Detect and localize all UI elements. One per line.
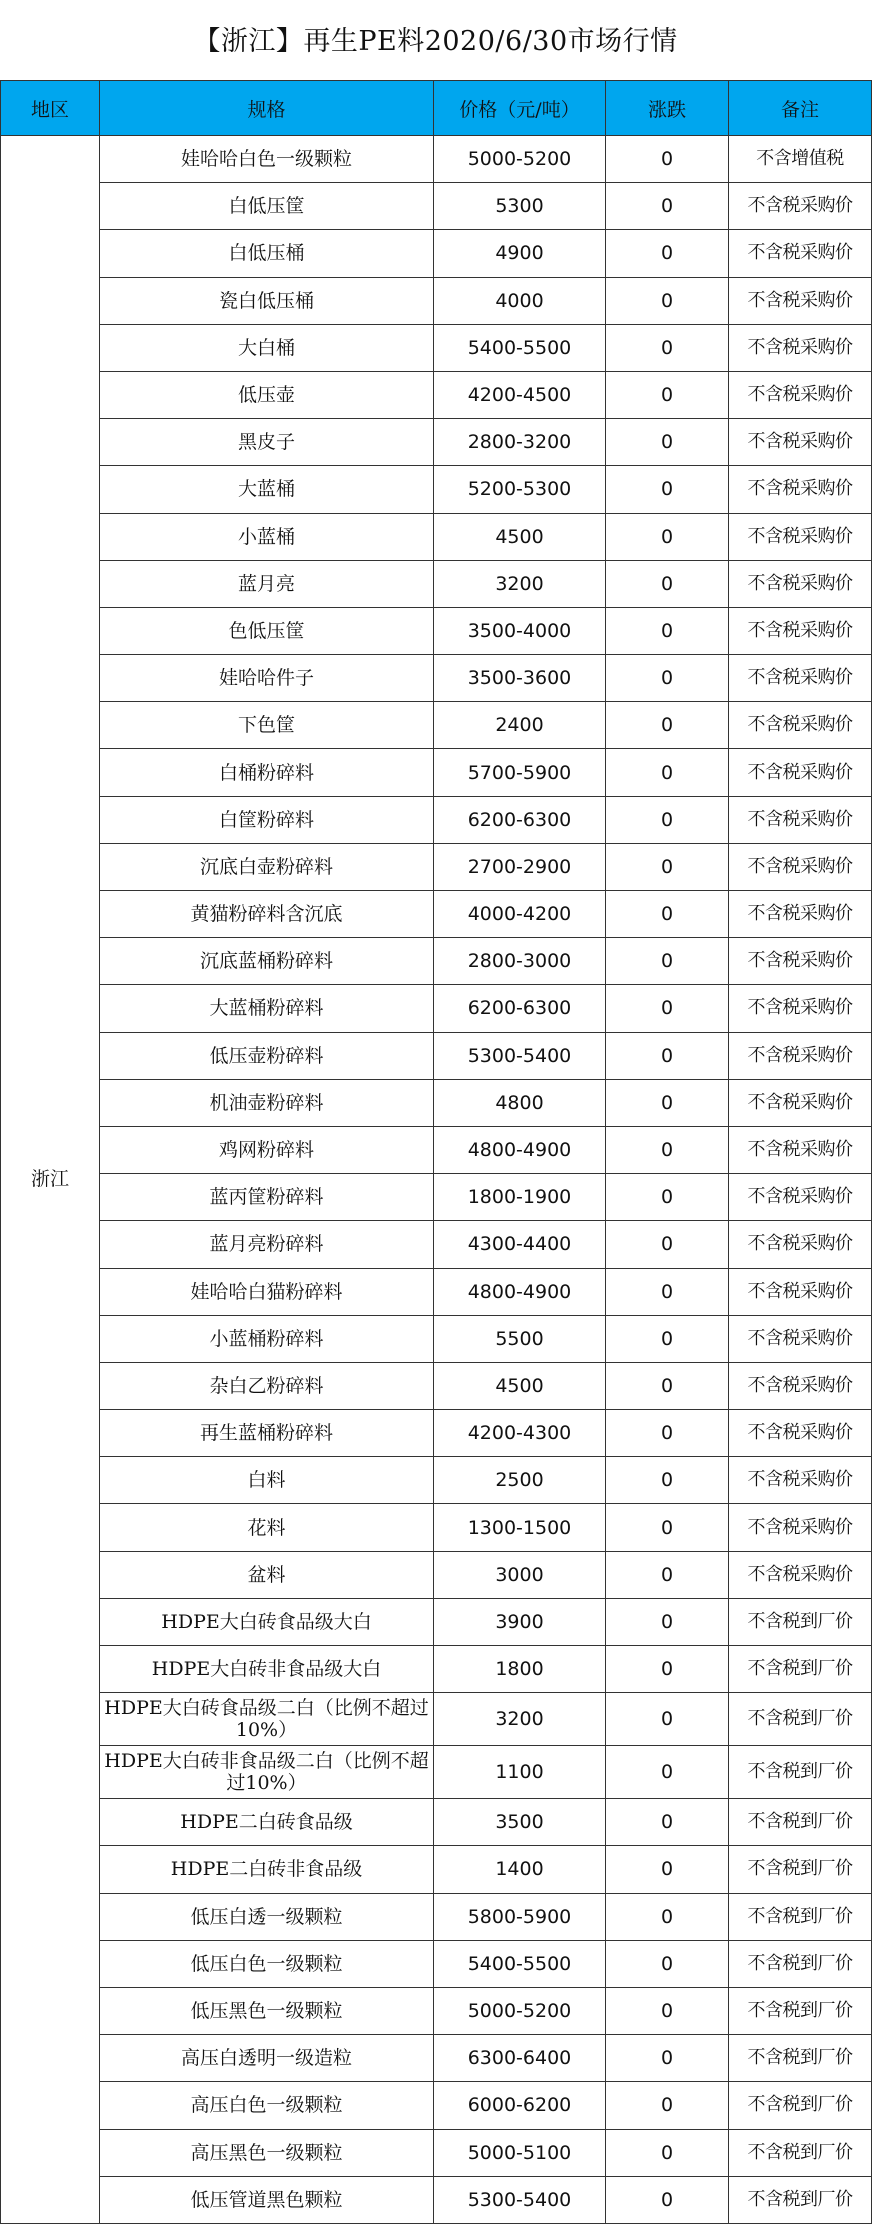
spec-cell: 白料 <box>100 1457 434 1504</box>
change-cell: 0 <box>606 1940 729 1987</box>
table-row <box>1 1221 872 1268</box>
price-cell: 3500 <box>434 1799 606 1846</box>
change-cell: 0 <box>606 1893 729 1940</box>
spec-cell: 蓝月亮粉碎料 <box>100 1221 434 1268</box>
price-cell: 5400-5500 <box>434 1940 606 1987</box>
note-cell: 不含税到厂价 <box>729 1846 872 1893</box>
change-cell: 0 <box>606 1646 729 1693</box>
note-cell: 不含税到厂价 <box>729 1746 872 1799</box>
price-cell: 2500 <box>434 1457 606 1504</box>
change-cell: 0 <box>606 1799 729 1846</box>
table-row <box>1 2082 872 2129</box>
note-cell: 不含税采购价 <box>729 1268 872 1315</box>
table-row <box>1 2035 872 2082</box>
note-cell: 不含税采购价 <box>729 1174 872 1221</box>
price-cell: 3900 <box>434 1598 606 1645</box>
spec-cell: 大白桶 <box>100 324 434 371</box>
note-cell: 不含税采购价 <box>729 1221 872 1268</box>
change-cell: 0 <box>606 1598 729 1645</box>
price-cell: 3500-4000 <box>434 607 606 654</box>
note-cell: 不含税采购价 <box>729 843 872 890</box>
change-cell: 0 <box>606 1126 729 1173</box>
price-cell: 2800-3200 <box>434 419 606 466</box>
table-row <box>1 466 872 513</box>
note-cell: 不含税到厂价 <box>729 2129 872 2176</box>
spec-cell: 小蓝桶 <box>100 513 434 560</box>
note-cell: 不含税采购价 <box>729 513 872 560</box>
change-cell: 0 <box>606 749 729 796</box>
table-row <box>1 2129 872 2176</box>
table-row <box>1 1126 872 1173</box>
spec-cell: 白桶粉碎料 <box>100 749 434 796</box>
change-cell: 0 <box>606 655 729 702</box>
price-cell: 3000 <box>434 1551 606 1598</box>
header-price: 价格（元/吨） <box>434 81 606 136</box>
note-cell: 不含税采购价 <box>729 230 872 277</box>
change-cell: 0 <box>606 466 729 513</box>
note-cell: 不含税采购价 <box>729 702 872 749</box>
change-cell: 0 <box>606 324 729 371</box>
change-cell: 0 <box>606 1315 729 1362</box>
price-cell: 5700-5900 <box>434 749 606 796</box>
spec-cell: 低压白透一级颗粒 <box>100 1893 434 1940</box>
table-row <box>1 230 872 277</box>
price-cell: 3200 <box>434 1693 606 1746</box>
price-cell: 4500 <box>434 1362 606 1409</box>
spec-cell: 低压黑色一级颗粒 <box>100 1987 434 2034</box>
note-cell: 不含税采购价 <box>729 183 872 230</box>
change-cell: 0 <box>606 277 729 324</box>
price-cell: 1300-1500 <box>434 1504 606 1551</box>
spec-cell: 瓷白低压桶 <box>100 277 434 324</box>
note-cell: 不含税采购价 <box>729 985 872 1032</box>
spec-cell: 鸡网粉碎料 <box>100 1126 434 1173</box>
change-cell: 0 <box>606 560 729 607</box>
spec-cell: 高压白色一级颗粒 <box>100 2082 434 2129</box>
spec-cell: 大蓝桶 <box>100 466 434 513</box>
table-row <box>1 1551 872 1598</box>
spec-cell: HDPE大白砖非食品级二白（比例不超过10%） <box>100 1746 434 1799</box>
table-row <box>1 749 872 796</box>
price-cell: 4800-4900 <box>434 1126 606 1173</box>
price-table <box>0 80 872 2224</box>
table-row <box>1 183 872 230</box>
change-cell: 0 <box>606 843 729 890</box>
table-row <box>1 1410 872 1457</box>
note-cell: 不含税采购价 <box>729 749 872 796</box>
header-change: 涨跌 <box>606 81 729 136</box>
table-row <box>1 607 872 654</box>
note-cell: 不含税到厂价 <box>729 1987 872 2034</box>
note-cell: 不含税采购价 <box>729 891 872 938</box>
price-cell: 1100 <box>434 1746 606 1799</box>
price-cell: 5800-5900 <box>434 1893 606 1940</box>
change-cell: 0 <box>606 419 729 466</box>
change-cell: 0 <box>606 702 729 749</box>
spec-cell: 沉底白壶粉碎料 <box>100 843 434 890</box>
table-row <box>1 1315 872 1362</box>
change-cell: 0 <box>606 1746 729 1799</box>
price-cell: 2400 <box>434 702 606 749</box>
price-cell: 3200 <box>434 560 606 607</box>
table-row <box>1 324 872 371</box>
table-row <box>1 1362 872 1409</box>
header-region: 地区 <box>1 81 100 136</box>
spec-cell: 色低压筐 <box>100 607 434 654</box>
price-cell: 5300-5400 <box>434 2176 606 2223</box>
price-cell: 5000-5200 <box>434 1987 606 2034</box>
region-cell: 浙江 <box>1 136 100 2224</box>
note-cell: 不含税采购价 <box>729 938 872 985</box>
table-row <box>1 1174 872 1221</box>
change-cell: 0 <box>606 136 729 183</box>
spec-cell: HDPE二白砖食品级 <box>100 1799 434 1846</box>
spec-cell: 蓝丙筐粉碎料 <box>100 1174 434 1221</box>
note-cell: 不含税到厂价 <box>729 2176 872 2223</box>
note-cell: 不含税采购价 <box>729 1504 872 1551</box>
note-cell: 不含税到厂价 <box>729 1693 872 1746</box>
page-title: 【浙江】再生PE料2020/6/30市场行情 <box>193 26 678 57</box>
price-cell: 1800 <box>434 1646 606 1693</box>
spec-cell: 机油壶粉碎料 <box>100 1079 434 1126</box>
change-cell: 0 <box>606 607 729 654</box>
price-cell: 5300-5400 <box>434 1032 606 1079</box>
price-cell: 5000-5100 <box>434 2129 606 2176</box>
table-row <box>1 1032 872 1079</box>
note-cell: 不含税到厂价 <box>729 1598 872 1645</box>
table-row <box>1 560 872 607</box>
spec-cell: 低压白色一级颗粒 <box>100 1940 434 1987</box>
table-row <box>1 2176 872 2223</box>
change-cell: 0 <box>606 938 729 985</box>
table-row <box>1 1504 872 1551</box>
change-cell: 0 <box>606 985 729 1032</box>
spec-cell: 大蓝桶粉碎料 <box>100 985 434 1032</box>
spec-cell: 高压黑色一级颗粒 <box>100 2129 434 2176</box>
note-cell: 不含税采购价 <box>729 1315 872 1362</box>
spec-cell: 蓝月亮 <box>100 560 434 607</box>
spec-cell: 下色筐 <box>100 702 434 749</box>
note-cell: 不含税采购价 <box>729 796 872 843</box>
table-row <box>1 796 872 843</box>
header-note: 备注 <box>729 81 872 136</box>
note-cell: 不含税采购价 <box>729 1362 872 1409</box>
change-cell: 0 <box>606 2129 729 2176</box>
spec-cell: 低压壶粉碎料 <box>100 1032 434 1079</box>
note-cell: 不含税采购价 <box>729 1551 872 1598</box>
price-cell: 1800-1900 <box>434 1174 606 1221</box>
spec-cell: 娃哈哈白猫粉碎料 <box>100 1268 434 1315</box>
change-cell: 0 <box>606 513 729 560</box>
note-cell: 不含税到厂价 <box>729 2082 872 2129</box>
table-row <box>1 371 872 418</box>
price-cell: 1400 <box>434 1846 606 1893</box>
table-row <box>1 1598 872 1645</box>
note-cell: 不含税采购价 <box>729 655 872 702</box>
price-cell: 2700-2900 <box>434 843 606 890</box>
header-spec: 规格 <box>100 81 434 136</box>
price-cell: 4500 <box>434 513 606 560</box>
spec-cell: 杂白乙粉碎料 <box>100 1362 434 1409</box>
note-cell: 不含税采购价 <box>729 371 872 418</box>
note-cell: 不含税采购价 <box>729 1126 872 1173</box>
price-cell: 6200-6300 <box>434 985 606 1032</box>
change-cell: 0 <box>606 230 729 277</box>
spec-cell: 小蓝桶粉碎料 <box>100 1315 434 1362</box>
note-cell: 不含税采购价 <box>729 324 872 371</box>
spec-cell: 娃哈哈件子 <box>100 655 434 702</box>
change-cell: 0 <box>606 1032 729 1079</box>
spec-cell: 白低压筐 <box>100 183 434 230</box>
note-cell: 不含税采购价 <box>729 560 872 607</box>
change-cell: 0 <box>606 183 729 230</box>
note-cell: 不含税采购价 <box>729 1079 872 1126</box>
spec-cell: 沉底蓝桶粉碎料 <box>100 938 434 985</box>
price-cell: 4200-4300 <box>434 1410 606 1457</box>
price-cell: 5400-5500 <box>434 324 606 371</box>
table-row <box>1 1079 872 1126</box>
spec-cell: 黄猫粉碎料含沉底 <box>100 891 434 938</box>
price-cell: 4000-4200 <box>434 891 606 938</box>
table-row <box>1 136 872 183</box>
change-cell: 0 <box>606 1457 729 1504</box>
spec-cell: 白低压桶 <box>100 230 434 277</box>
spec-cell: 娃哈哈白色一级颗粒 <box>100 136 434 183</box>
table-row <box>1 1693 872 1746</box>
table-header-row <box>1 81 872 136</box>
note-cell: 不含税采购价 <box>729 1457 872 1504</box>
note-cell: 不含税到厂价 <box>729 1799 872 1846</box>
table-row <box>1 513 872 560</box>
price-cell: 3500-3600 <box>434 655 606 702</box>
change-cell: 0 <box>606 1362 729 1409</box>
change-cell: 0 <box>606 1221 729 1268</box>
price-cell: 4900 <box>434 230 606 277</box>
note-cell: 不含税采购价 <box>729 607 872 654</box>
note-cell: 不含税到厂价 <box>729 1646 872 1693</box>
table-row <box>1 843 872 890</box>
price-cell: 6300-6400 <box>434 2035 606 2082</box>
table-row <box>1 891 872 938</box>
change-cell: 0 <box>606 1079 729 1126</box>
price-cell: 4800 <box>434 1079 606 1126</box>
change-cell: 0 <box>606 1846 729 1893</box>
change-cell: 0 <box>606 1693 729 1746</box>
price-cell: 4300-4400 <box>434 1221 606 1268</box>
table-row <box>1 938 872 985</box>
note-cell: 不含税到厂价 <box>729 1893 872 1940</box>
spec-cell: 低压壶 <box>100 371 434 418</box>
price-cell: 2800-3000 <box>434 938 606 985</box>
note-cell: 不含税到厂价 <box>729 2035 872 2082</box>
table-row <box>1 1846 872 1893</box>
change-cell: 0 <box>606 2082 729 2129</box>
spec-cell: 盆料 <box>100 1551 434 1598</box>
table-row <box>1 1457 872 1504</box>
spec-cell: 高压白透明一级造粒 <box>100 2035 434 2082</box>
table-row <box>1 1940 872 1987</box>
change-cell: 0 <box>606 2035 729 2082</box>
price-cell: 5500 <box>434 1315 606 1362</box>
note-cell: 不含税采购价 <box>729 1032 872 1079</box>
note-cell: 不含税采购价 <box>729 419 872 466</box>
table-row <box>1 1268 872 1315</box>
change-cell: 0 <box>606 1987 729 2034</box>
price-cell: 5000-5200 <box>434 136 606 183</box>
table-row <box>1 1646 872 1693</box>
table-row <box>1 1987 872 2034</box>
price-cell: 6200-6300 <box>434 796 606 843</box>
change-cell: 0 <box>606 2176 729 2223</box>
price-cell: 5200-5300 <box>434 466 606 513</box>
change-cell: 0 <box>606 1410 729 1457</box>
price-cell: 5300 <box>434 183 606 230</box>
spec-cell: 花料 <box>100 1504 434 1551</box>
price-cell: 4800-4900 <box>434 1268 606 1315</box>
change-cell: 0 <box>606 1551 729 1598</box>
spec-cell: 低压管道黑色颗粒 <box>100 2176 434 2223</box>
change-cell: 0 <box>606 796 729 843</box>
note-cell: 不含税采购价 <box>729 277 872 324</box>
table-row <box>1 985 872 1032</box>
change-cell: 0 <box>606 371 729 418</box>
spec-cell: 白筐粉碎料 <box>100 796 434 843</box>
table-row <box>1 702 872 749</box>
spec-cell: HDPE二白砖非食品级 <box>100 1846 434 1893</box>
table-row <box>1 1799 872 1846</box>
note-cell: 不含税到厂价 <box>729 1940 872 1987</box>
price-cell: 6000-6200 <box>434 2082 606 2129</box>
change-cell: 0 <box>606 891 729 938</box>
change-cell: 0 <box>606 1268 729 1315</box>
table-row <box>1 277 872 324</box>
table-row <box>1 419 872 466</box>
spec-cell: 再生蓝桶粉碎料 <box>100 1410 434 1457</box>
note-cell: 不含增值税 <box>729 136 872 183</box>
spec-cell: HDPE大白砖非食品级大白 <box>100 1646 434 1693</box>
price-cell: 4200-4500 <box>434 371 606 418</box>
spec-cell: 黑皮子 <box>100 419 434 466</box>
table-body <box>1 136 872 2224</box>
price-cell: 4000 <box>434 277 606 324</box>
table-row <box>1 655 872 702</box>
table-row <box>1 1893 872 1940</box>
note-cell: 不含税采购价 <box>729 1410 872 1457</box>
change-cell: 0 <box>606 1504 729 1551</box>
spec-cell: HDPE大白砖食品级二白（比例不超过10%） <box>100 1693 434 1746</box>
spec-cell: HDPE大白砖食品级大白 <box>100 1598 434 1645</box>
table-row <box>1 1746 872 1799</box>
change-cell: 0 <box>606 1174 729 1221</box>
note-cell: 不含税采购价 <box>729 466 872 513</box>
